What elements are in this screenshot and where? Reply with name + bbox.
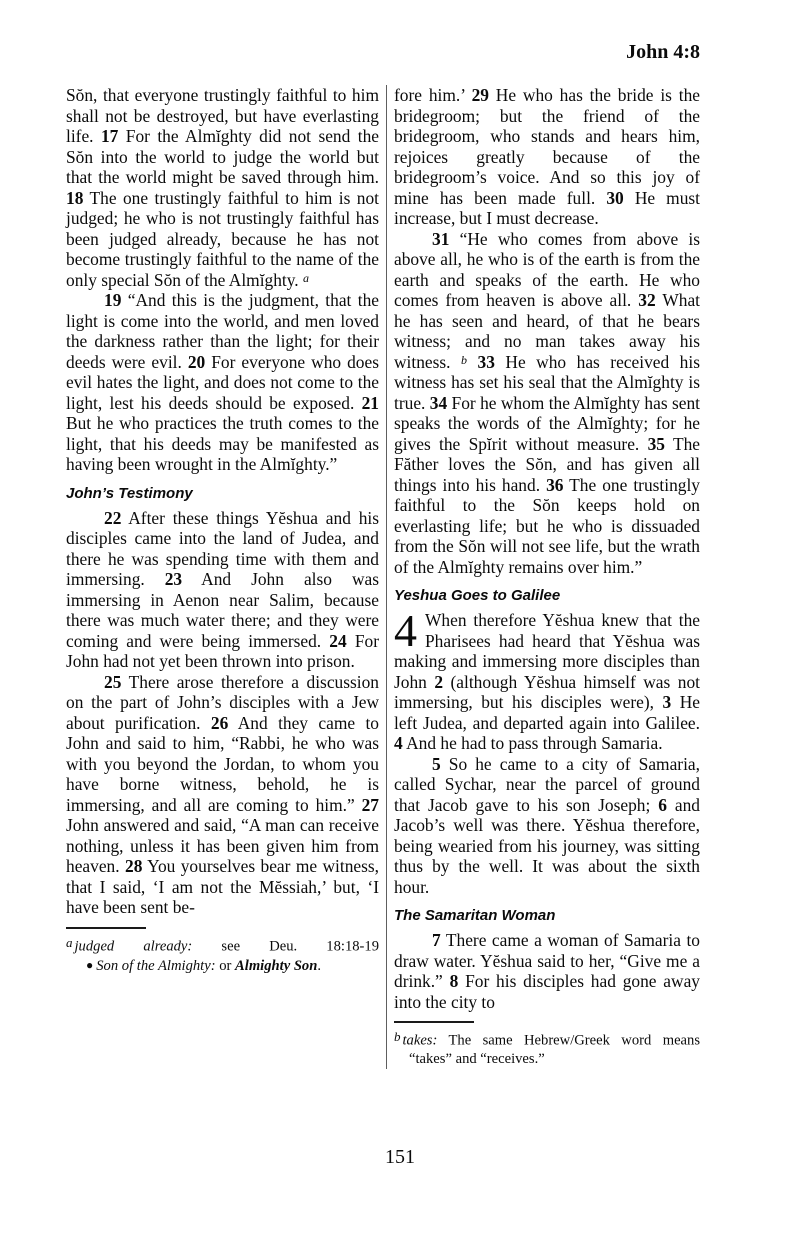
verse-number: 8 bbox=[449, 971, 459, 991]
footnote-letter: a bbox=[66, 934, 73, 950]
right-column bbox=[394, 85, 700, 1069]
two-column-text bbox=[66, 85, 700, 1069]
verse-number: 17 bbox=[100, 126, 119, 146]
verse-number: 5 bbox=[432, 753, 441, 774]
section-heading: John’s Testimony bbox=[66, 484, 193, 502]
verse-paragraph: 19 “And this is the judgment, that the light is come into the world, and men loved the darkness rather than the light; for their deeds were evil. 20 For everyone who does evil hates the light, and does not come to the light, lest his deeds should be exposed. 21 But he who practices the truth comes to the light, that his deeds may be manifested as having been wrought in the Almĭghty.” bbox=[66, 290, 379, 474]
bullet-icon: ● bbox=[86, 957, 97, 972]
verse-number: 27 bbox=[361, 794, 379, 815]
verse-number: 33 bbox=[477, 351, 495, 372]
footnote-letter: b bbox=[394, 1029, 401, 1044]
footnote-rule bbox=[66, 927, 146, 929]
verse-number: 28 bbox=[125, 856, 143, 876]
verse-number: 32 bbox=[638, 290, 656, 310]
left-footnote-block bbox=[66, 927, 379, 976]
footnote-ref-mark: a bbox=[303, 270, 310, 285]
footnote: a judged already: see Deu. 18:18-19 bbox=[66, 934, 379, 954]
right-column-text bbox=[394, 85, 700, 1012]
verse-number: 31 bbox=[432, 228, 450, 249]
verse-number: 36 bbox=[546, 474, 564, 495]
running-head: John 4:8 bbox=[626, 41, 700, 63]
verse-number: 24 bbox=[329, 630, 347, 651]
chapter-paragraph: 4 When therefore Yĕshua knew that the Pharisees had heard that Yĕshua was making and immersing more disciples than John 2 (although Yĕshua himself was not immersing, but his disciples were), 3 He left Judea, and departed again into Galilee. 4 And he had to pass through Samaria. bbox=[394, 605, 700, 753]
verse-number: 19 bbox=[104, 290, 122, 310]
verse-number: 22 bbox=[104, 507, 122, 528]
verse-number: 23 bbox=[164, 569, 183, 589]
verse-paragraph: 31 “He who comes from above is above all, he who is of the earth is from the earth and speaks of the earth. He who comes from heaven is above all. 32 What he has seen and heard, of that he bears witness; and no man takes away his witness. $^b$ 33 He who has received his witness has set his seal that the Almĭghty is true. 34 For he whom the Almĭghty has sent speaks the words of the Almĭghty; for he gives the Spĭrit without measure. 35 The Făther loves the Sŏn, and has given all things into his hand. 36 The one trustingly faithful to the Sŏn keeps hold on everlasting life; but he who is dissuaded from the Sŏn will not see life, but the wrath of the Almĭghty remains over him.” bbox=[394, 228, 700, 577]
verse-number: 26 bbox=[210, 712, 229, 733]
verse-number: 25 bbox=[104, 671, 122, 692]
footnote-ref-mark: b bbox=[461, 352, 468, 367]
footnote-rule bbox=[394, 1021, 474, 1023]
footnote: b takes: The same Hebrew/Greek word means “takes” and “receives.” bbox=[394, 1029, 700, 1068]
verse-number: 3 bbox=[662, 692, 672, 712]
verse-number: 18 bbox=[66, 187, 84, 208]
footnote: ● Son of the Almighty: or Almighty Son. bbox=[86, 957, 322, 974]
verse-number: 34 bbox=[429, 392, 448, 413]
bold-italic-term: Almighty Son bbox=[235, 957, 318, 974]
verse-number: 6 bbox=[658, 794, 667, 815]
section-heading: Yeshua Goes to Galilee bbox=[394, 587, 561, 604]
verse-number: 20 bbox=[187, 351, 206, 372]
verse-paragraph: Sŏn, that everyone trustingly faithful to him shall not be destroyed, but have everlasting life. 17 For the Almĭghty did not send the Sŏn into the world to judge the world but that the world might be saved through him. 18 The one trustingly faithful to him is not judged; he who is not trustingly faithful has been judged already, because he has not become trustingly faithful to the name of the only special Sŏn of the Almĭghty. $^a$ bbox=[66, 85, 379, 290]
left-footnotes bbox=[66, 934, 379, 976]
italic-term: takes: bbox=[402, 1032, 438, 1049]
verse-paragraph: 5 So he came to a city of Samaria, called Sychar, near the parcel of ground that Jacob gave to his son Joseph; 6 and Jacob’s well was there. Yĕshua therefore, being wearied from his journey, was sitting thus by the well. It was about the sixth hour. bbox=[394, 753, 700, 897]
verse-paragraph: 22 After these things Yĕshua and his disciples came into the land of Judea, and there he was spending time with them and immersing. 23 And John also was immersing in Aenon near Salim, because there was much water there; and they were coming and were being immersed. 24 For John had not yet been thrown into prison. bbox=[66, 507, 379, 671]
right-footnote-block bbox=[394, 1021, 700, 1069]
verse-paragraph: fore him.’ 29 He who has the bride is the bridegroom; but the friend of the bridegroom, who stands and hears him, rejoices greatly because of the bridegroom’s voice. And so this joy of mine has been made full. 30 He must increase, but I must decrease. bbox=[394, 85, 700, 228]
verse-paragraph: 7 There came a woman of Samaria to draw water. Yĕshua said to her, “Give me a drink.” 8 For his disciples had gone away into the city to bbox=[394, 930, 700, 1012]
verse-number: 2 bbox=[434, 671, 444, 692]
column-divider-line bbox=[386, 85, 387, 1069]
verse-number: 29 bbox=[471, 85, 489, 105]
verse-number: 4 bbox=[394, 733, 403, 753]
verse-number: 7 bbox=[432, 930, 441, 950]
italic-term: Son of the Almighty: bbox=[96, 957, 216, 974]
italic-term: judged already: bbox=[74, 938, 193, 954]
left-column-text bbox=[66, 85, 379, 918]
section-heading: The Samaritan Woman bbox=[394, 907, 556, 924]
page-number: 151 bbox=[385, 1146, 415, 1168]
verse-number: 21 bbox=[361, 392, 379, 413]
right-footnotes bbox=[394, 1028, 700, 1069]
left-column bbox=[66, 85, 379, 1069]
verse-paragraph: 25 There arose therefore a discussion on the part of John’s disciples with a Jew about purification. 26 And they came to John and said to him, “Rabbi, he who was with you beyond the Jordan, to whom you have borne witness, behold, he is immersing, and all are coming to him.” 27 John answered and said, “A man can receive nothing, unless it has been given him from heaven. 28 You yourselves bear me witness, that I said, ‘I am not the Mĕssiah,’ but, ‘I have been sent be- bbox=[66, 671, 379, 917]
verse-number: 30 bbox=[606, 187, 624, 208]
chapter-number-dropcap: 4 bbox=[394, 605, 417, 656]
verse-number: 35 bbox=[647, 433, 665, 454]
